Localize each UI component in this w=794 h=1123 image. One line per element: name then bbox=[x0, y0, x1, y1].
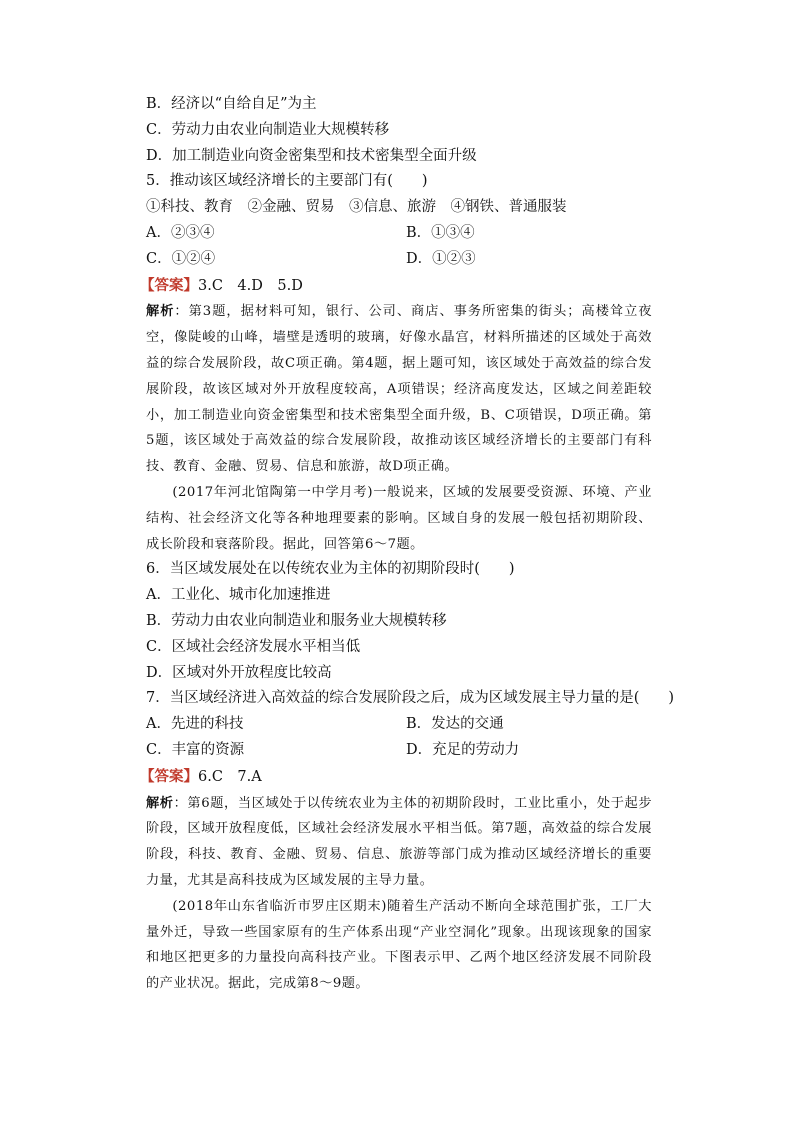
q5-options-row-2 bbox=[146, 247, 652, 273]
q7-option-a: A．先进的科技 bbox=[146, 716, 244, 733]
q7-stem: 7．当区域经济进入高效益的综合发展阶段之后，成为区域发展主导力量的是( ) bbox=[146, 690, 675, 707]
q7-option-b: B．发达的交通 bbox=[406, 716, 504, 733]
q5-stem: 5．推动该区域经济增长的主要部门有( ) bbox=[146, 173, 428, 190]
q4-option-b: B．经济以“自给自足”为主 bbox=[146, 96, 317, 112]
q4-option-c: C．劳动力由农业向制造业大规模转移 bbox=[146, 121, 390, 138]
answer-text: 6.C 7.A bbox=[198, 768, 262, 785]
q7-option-d: D．充足的劳动力 bbox=[406, 741, 520, 758]
q5-option-d: D．①②③ bbox=[406, 250, 476, 267]
intro-q8-q9: (2018年山东省临沂市罗庄区期末)随着生产活动不断向全球范围扩张，工厂大量外迁，导致一些国家原有的生产体系出现“产业空洞化”现象。出现该现象的国家和地区把更多的力量投向高科技产业。下图表示甲、乙两个地区经济发展不同阶段的产业状况。据此，完成第8～9题。 bbox=[146, 898, 652, 992]
q5-options-row-1 bbox=[146, 221, 652, 247]
q7-option-c: C．丰富的资源 bbox=[146, 741, 245, 758]
q6-option-b: B．劳动力由农业向制造业和服务业大规模转移 bbox=[146, 612, 447, 629]
analysis-label: 解析 bbox=[146, 795, 174, 811]
analysis-2 bbox=[146, 791, 652, 894]
q6-option-a: A．工业化、城市化加速推进 bbox=[146, 587, 331, 604]
q6-stem: 6．当区域发展处在以传统农业为主体的初期阶段时( ) bbox=[146, 561, 515, 578]
answer-tag: 【答案】 bbox=[140, 767, 198, 785]
answer-text: 3.C 4.D 5.D bbox=[198, 277, 303, 294]
analysis-text: ：第6题，当区域处于以传统农业为主体的初期阶段时，工业比重小，处于起步阶段，区域开放程度低，区域社会经济发展水平相当低。第7题，高效益的综合发展阶段，科技、教育、金融、贸易、信息、旅游等部门成为推动区域经济增长的重要力量，尤其是高科技成为区域发展的主导力量。 bbox=[146, 795, 653, 888]
answer-block-1 bbox=[140, 273, 652, 300]
q5-items: ①科技、教育 ②金融、贸易 ③信息、旅游 ④钢铁、普通服装 bbox=[146, 199, 567, 216]
intro-q6-q7: (2017年河北馆陶第一中学月考)一般说来，区域的发展要受资源、环境、产业结构、社会经济文化等各种地理要素的影响。区域自身的发展一般包括初期阶段、成长阶段和衰落阶段。据此，回答第6～7题。 bbox=[146, 484, 652, 552]
q6-option-d: D．区域对外开放程度比较高 bbox=[146, 664, 332, 681]
q7-options-row-1 bbox=[146, 712, 652, 738]
answer-block-2 bbox=[140, 764, 652, 791]
q5-option-c: C．①②④ bbox=[146, 250, 216, 267]
q7-options-row-2 bbox=[146, 738, 652, 764]
analysis-text: ：第3题，据材料可知，银行、公司、商店、事务所密集的街头；高楼耸立夜空，像陡峻的山峰，墙壁是透明的玻璃，好像水晶宫，材料所描述的区域处于高效益的综合发展阶段，故C项正确。第4题，据上题可知，该区域处于高效益的综合发展阶段，故该区域对外开放程度较高，A项错误；经济高度发达，区域之间差距较小，加工制造业向资金密集型和技术密集型全面升级，B、C项错误，D项正确。第5题，该区域处于高效益的综合发展阶段，故推动该区域经济增长的主要部门有科技、教育、金融、贸易、信息和旅游，故D项正确。 bbox=[146, 304, 652, 475]
answer-tag: 【答案】 bbox=[140, 276, 198, 294]
page-content bbox=[140, 92, 675, 997]
q5-option-a: A．②③④ bbox=[146, 224, 215, 241]
q6-option-c: C．区域社会经济发展水平相当低 bbox=[146, 638, 361, 655]
q4-option-d: D．加工制造业向资金密集型和技术密集型全面升级 bbox=[146, 147, 477, 164]
analysis-label: 解析 bbox=[146, 304, 175, 320]
q5-option-b: B．①③④ bbox=[406, 224, 475, 241]
analysis-1 bbox=[146, 299, 652, 480]
